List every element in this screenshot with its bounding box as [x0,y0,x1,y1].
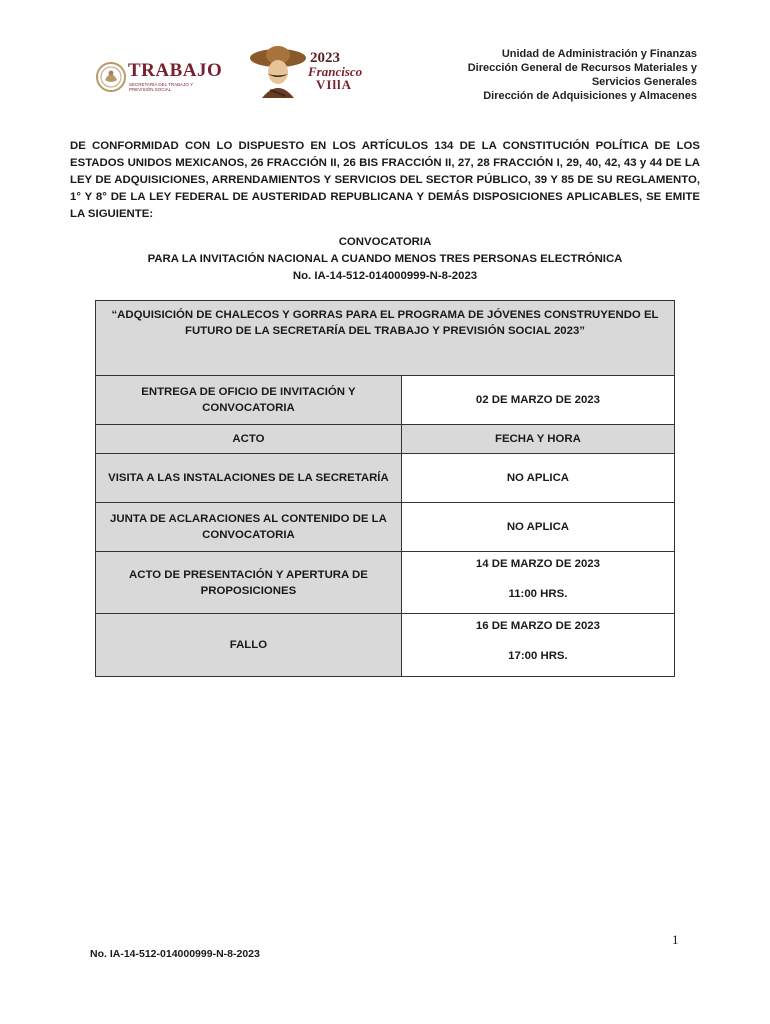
event-cell: ENTREGA DE OFICIO DE INVITACIÓN Y CONVOCATORIA [96,376,402,425]
logo-year: 2023 [310,50,340,66]
logo-subtitle: SECRETARÍA DEL TRABAJO Y PREVISIÓN SOCIAL [129,82,194,92]
footer-reference: No. IA-14-512-014000999-N-8-2023 [90,948,260,960]
date-cell [401,614,674,677]
date-value: 16 DE MARZO DE 2023 [475,620,600,632]
page-number: 1 [672,932,679,947]
event-cell: FALLO [96,614,402,677]
unit-line: Servicios Generales [591,76,697,88]
table-row [96,376,675,425]
event-cell: ACTO DE PRESENTACIÓN Y APERTURA DE PROPOSICIONES [96,552,402,614]
date-value: 14 DE MARZO DE 2023 [475,558,600,570]
table-row [96,614,675,677]
convocatoria-heading [70,234,700,285]
villa-portrait-icon [248,40,310,102]
time-value: 11:00 HRS. [508,588,568,600]
unit-line: Dirección General de Recursos Materiales y [467,62,697,74]
table-row [96,503,675,552]
header-cell-fecha: FECHA Y HORA [401,425,674,454]
event-cell: VISITA A LAS INSTALACIONES DE LA SECRETARÍA [96,454,402,503]
unit-line: Dirección de Adquisiciones y Almacenes [483,90,697,102]
issuing-unit [417,47,697,103]
unit-line: Unidad de Administración y Finanzas [501,48,697,60]
table-row [96,454,675,503]
event-cell: JUNTA DE ACLARACIONES AL CONTENIDO DE LA CONVOCATORIA [96,503,402,552]
logo-surname: VIllA [316,77,353,92]
convocatoria-title: CONVOCATORIA [338,236,432,248]
trabajo-logo [96,58,223,100]
villa-2023-logo [248,40,366,102]
table-row [96,425,675,454]
convocatoria-type: PARA LA INVITACIÓN NACIONAL A CUANDO MENOS TRES PERSONAS ELECTRÓNICA [147,253,623,265]
logo-wordmark: TRABAJO [128,60,223,81]
header-cell-acto: ACTO [96,425,402,454]
date-cell: 02 DE MARZO DE 2023 [401,376,674,425]
date-cell [401,552,674,614]
procurement-title: “ADQUISICIÓN DE CHALECOS Y GORRAS PARA EL PROGRAMA DE JÓVENES CONSTRUYENDO EL FUTURO DE LA SECRETARÍA DEL TRABAJO Y PREVISIÓN SOCIAL 2023” [96,301,675,376]
convocatoria-number: No. IA-14-512-014000999-N-8-2023 [292,270,478,282]
time-value: 17:00 HRS. [508,650,568,662]
legal-basis-paragraph: DE CONFORMIDAD CON LO DISPUESTO EN LOS ARTÍCULOS 134 DE LA CONSTITUCIÓN POLÍTICA DE LOS ESTADOS UNIDOS MEXICANOS, 26 FRACCIÓN II, 26 BIS FRACCIÓN II, 27, 28 FRACCIÓN I, 29, 40, 42, 43 y 44 DE LA LEY DE ADQUISICIONES, ARRENDAMIENTOS Y SERVICIOS DEL SECTOR PÚBLICO, 39 Y 85 DE SU REGLAMENTO, 1° Y 8° DE LA LEY FEDERAL DE AUSTERIDAD REPUBLICANA Y DEMÁS DISPOSICIONES APLICABLES, SE EMITE LA SIGUIENTE: [70,140,700,220]
date-cell: NO APLICA [401,503,674,552]
schedule-table [95,300,675,677]
logo-name: Francisco [308,64,363,79]
table-row [96,552,675,614]
date-cell: NO APLICA [401,454,674,503]
national-seal-icon [96,58,126,96]
